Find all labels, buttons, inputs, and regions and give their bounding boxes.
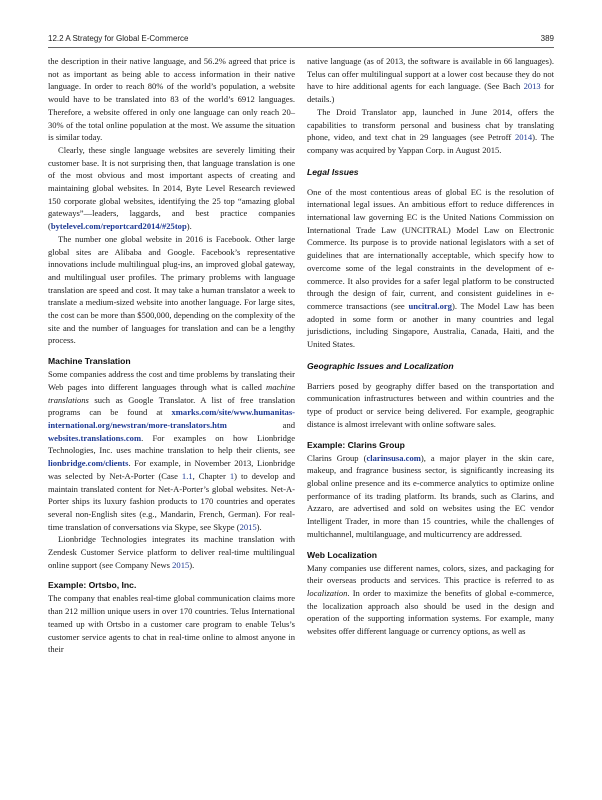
- paragraph: One of the most contentious areas of global EC is the resolution of international legal issues. An ambitious effort to reduce differences in international law governing EC is the United Nations Commission on International Trade Law (UNCITRAL) Model Law on Electronic Commerce. Its purpose is to provide national legislators with a set of guidelines that are internationally acceptable, which specify how to overcome some of the legal constraints in the development of e-commerce. It also provides for a safer legal platform to be constructed through the design of fair, current, and consistent guidelines in e-commerce transactions (see uncitral.org). The Model Law has been adopted in some form or another in many countries and legal jurisdictions, including Singapore, Australia, Canada, Haiti, and the United States.: [307, 186, 554, 350]
- paragraph: Many companies use different names, colors, sizes, and packaging for their overseas products and services. This practice is referred to as localization. In order to maximize the benefits of global e-commerce, the localization approach also should be used in the design and operation of the supporting information systems. For example, many websites offer different language or currency options, as well as: [307, 562, 554, 637]
- paragraph: Lionbridge Technologies integrates its machine translation with Zendesk Customer Service platform to deliver real-time multilingual online support (see Company News 2015).: [48, 534, 295, 570]
- heading-web-localization: Web Localization: [307, 549, 378, 560]
- link-xmarks[interactable]: xmarks.com/site/www.humanitas-international.org/newstran/more-translators.htm: [48, 407, 295, 430]
- heading-example-clarins: Example: Clarins Group: [307, 439, 405, 450]
- heading-geographic-issues: Geographic Issues and Localization: [307, 360, 454, 371]
- link-bytelevel[interactable]: bytelevel.com/reportcard2014/#25top: [50, 221, 187, 232]
- running-header: [48, 34, 554, 48]
- paragraph: The Droid Translator app, launched in June 2014, offers the capabilities to transform personal and business chat by translating phone, video, and text chat in 29 languages (see Petroff 2014). The company was acquired by Yappan Corp. in August 2015.: [307, 106, 554, 155]
- ref-company-news[interactable]: 2015: [172, 559, 190, 570]
- paragraph: The number one global website in 2016 is Facebook. Other large global sites are Alibaba and Google. Facebook’s representative innovations include multilingual plug-ins, an improved global gateway, and multilingual user profiles. The primary problems with language translation are speed and cost. It may take a human translator a week to translate a medium-sized website into another language. For large sites, the cost can be more than $500,000, depending on the complexity of the site and the number of languages for translation and can be a lengthy process.: [48, 233, 295, 346]
- heading-example-ortsbo: Example: Ortsbo, Inc.: [48, 580, 137, 591]
- right-column: [307, 55, 554, 638]
- paragraph: Some companies address the cost and time problems by translating their Web pages into different languages through what is called machine translations such as Google Translator. A list of free translation programs can be found at xmarks.com/site/www.humanitas-international.org/newstran/more-translators.htm and websites.translations.com. For examples on how Lionbridge Technologies, Inc. uses machine translation to help their clients, see lionbridge.com/clients. For example, in November 2013, Lionbridge was selected by Net-A-Porter (Case 1.1, Chapter 1) to develop and maintain translated content for Net-A-Porter’s global websites. Net-A-Porter ships its luxury fashion products to 170 countries and operates several non-English sites (e.g., Mandarin, French, German). For real-time translation of conversations via Skype, see Skype (2015).: [48, 369, 295, 532]
- ref-case[interactable]: 1.1: [181, 470, 193, 481]
- ref-petroff[interactable]: 2014: [515, 132, 533, 143]
- heading-legal-issues: Legal Issues: [307, 166, 359, 177]
- paragraph: the description in their native language, and 56.2% agreed that price is not as important as being able to access information in their native language. In order to reach 80% of the world’s population, a website would have to be translated into 83 of the world’s 6912 languages. Therefore, a website offered in only one language can only reach 20–30% of the total online population at the most. We assume the situation is similar today.: [48, 56, 295, 143]
- paragraph: The company that enables real-time global communication claims more than 212 million unique users in over 170 countries. Telus International teamed up with Ortsbo in a customer care program to enable Telus’s customer service agents to chat in real-time online to almost anyone in their: [48, 593, 295, 655]
- heading-machine-translation: Machine Translation: [48, 356, 131, 367]
- section-title: 12.2 A Strategy for Global E-Commerce: [48, 34, 189, 43]
- ref-bach[interactable]: 2013: [523, 81, 541, 92]
- page-number: 389: [540, 34, 554, 43]
- ref-skype[interactable]: 2015: [239, 521, 257, 532]
- paragraph: Barriers posed by geography differ based on the transportation and communication infrastructures between and within countries and the type of product or service being delivered. For example, geographic distance is almost irrelevant with online software sales.: [307, 380, 554, 429]
- link-lionbridge[interactable]: lionbridge.com/clients: [48, 458, 129, 469]
- ref-chapter[interactable]: 1: [229, 470, 235, 481]
- link-clarins[interactable]: clarinsusa.com: [366, 452, 421, 463]
- left-column: [48, 55, 295, 656]
- link-translations[interactable]: websites.translations.com: [48, 432, 142, 443]
- link-uncitral[interactable]: uncitral.org: [408, 300, 452, 311]
- paragraph: Clearly, these single language websites are severely limiting their customer base. It is not surprising then, that language translation is one of the most obvious and most important aspects of creating and maintaining global websites. In 2014, Byte Level Research reviewed 150 corporate global websites, identifying the 25 top “amazing global gateways”—leaders, laggards, and best practice companies (bytelevel.com/reportcard2014/#25top).: [48, 144, 295, 232]
- header-rule: [48, 47, 554, 48]
- paragraph: Clarins Group (clarinsusa.com), a major player in the skin care, makeup, and fragrance business sector, is significantly increasing its global online presence and its e-commerce analytics to optimize online performance of its trading platform. Its brands, such as Clarins, and Azzaro, are advertised and sold on websites using the EC vendor Intelligent Trader, in more than 15 countries, while the challenges of multichannel, multilanguage, and multicurrency are addressed.: [307, 452, 554, 539]
- paragraph: native language (as of 2013, the software is available in 66 languages). Telus can offer multilingual support at a lower cost because they do not have to hire additional agents for each language. (See Bach 2013 for details.): [307, 56, 554, 105]
